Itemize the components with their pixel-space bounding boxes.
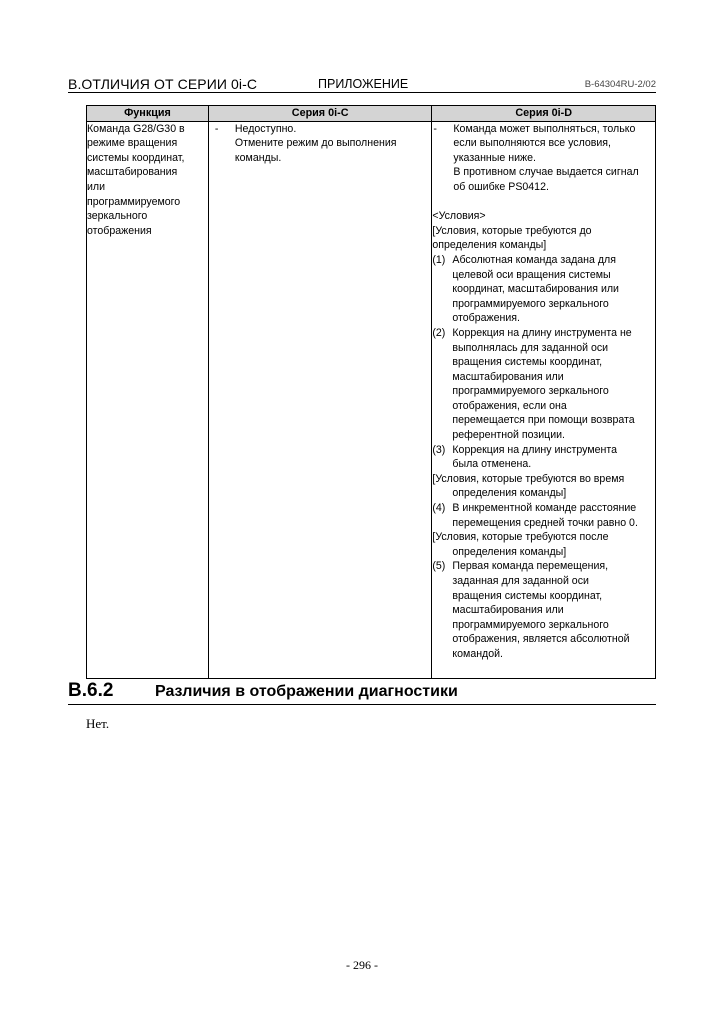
header-doc-code: B-64304RU-2/02 — [584, 79, 656, 90]
condition-line: отображения. — [452, 312, 520, 325]
series-d-intro — [432, 122, 655, 195]
col-header-series-c: Серия 0i-C — [208, 106, 432, 122]
condition-number: (5) — [432, 560, 446, 573]
conditions-during-heading: [Условия, которые требуются во время — [432, 472, 625, 485]
series-d-line: если выполняются все условия, — [453, 137, 611, 150]
function-line: режиме вращения — [87, 137, 178, 150]
function-line: программируемого — [87, 195, 181, 208]
dash-bullet: - — [214, 122, 219, 135]
series-d-line: Команда может выполняться, только — [453, 122, 636, 135]
condition-line: целевой оси вращения системы — [452, 268, 611, 281]
condition-line: Коррекция на длину инструмента не — [452, 326, 632, 339]
condition-line: координат, масштабирования или — [452, 283, 619, 296]
condition-number: (4) — [432, 502, 446, 515]
section-heading — [68, 680, 656, 705]
condition-item-3 — [432, 443, 655, 472]
condition-line: масштабирования или — [452, 370, 564, 383]
conditions-before-heading: [Условия, которые требуются до — [432, 224, 592, 237]
series-d-line: указанные ниже. — [453, 151, 536, 164]
col-header-series-d: Серия 0i-D — [432, 106, 656, 122]
section-body: Нет. — [86, 716, 110, 731]
conditions-during-heading: определения команды] — [452, 487, 567, 500]
condition-line: Абсолютная команда задана для — [452, 253, 616, 266]
condition-line: перемещается при помощи возврата — [452, 414, 635, 427]
condition-number: (3) — [432, 443, 446, 456]
condition-line: масштабирования или — [452, 604, 564, 617]
series-c-cell — [208, 121, 432, 678]
condition-item-2 — [432, 326, 655, 443]
function-line: системы координат, — [87, 151, 185, 164]
condition-line: была отменена. — [452, 458, 532, 471]
function-line: масштабирования — [87, 166, 178, 179]
dash-bullet: - — [433, 122, 437, 135]
differences-table — [86, 105, 656, 679]
section-number: B.6.2 — [68, 680, 114, 701]
condition-line: отображения, если она — [452, 399, 567, 412]
conditions-before-heading: определения команды] — [432, 239, 547, 252]
condition-item-5 — [432, 559, 655, 661]
series-c-line: Отмените режим до выполнения — [234, 137, 397, 150]
function-line: отображения — [87, 224, 152, 237]
condition-line: отображения, является абсолютной — [452, 633, 630, 646]
condition-line: В инкрементной команде расстояние — [452, 502, 637, 515]
condition-line: выполнялась для заданной оси — [452, 341, 609, 354]
col-header-function: Функция — [87, 106, 209, 122]
section-title: Различия в отображении диагностики — [155, 683, 458, 700]
page-number: - 296 - — [346, 958, 378, 972]
series-d-cell — [432, 121, 656, 678]
function-line: зеркального — [87, 210, 148, 223]
condition-line: программируемого зеркального — [452, 385, 609, 398]
series-c-note — [209, 122, 432, 166]
conditions-title: <Условия> — [432, 210, 486, 223]
condition-line: заданная для заданной оси — [452, 575, 589, 587]
table-row — [87, 121, 656, 678]
condition-number: (2) — [432, 326, 446, 339]
condition-line: командой. — [452, 647, 503, 660]
function-line: или — [87, 180, 106, 193]
function-line: Команда G28/G30 в — [87, 122, 185, 135]
conditions-after-heading: [Условия, которые требуются после — [432, 531, 609, 544]
function-cell — [87, 121, 209, 678]
series-c-line: Недоступно. — [234, 122, 297, 135]
series-c-line: команды. — [234, 151, 282, 164]
conditions-after-heading: определения команды] — [452, 545, 567, 558]
condition-line: программируемого зеркального — [452, 297, 609, 310]
condition-line: вращения системы координат, — [452, 589, 603, 602]
condition-line: референтной позиции. — [452, 429, 566, 442]
condition-line: перемещения средней точки равно 0. — [452, 516, 638, 529]
condition-item-1 — [432, 253, 655, 326]
condition-line: Первая команда перемещения, — [452, 560, 609, 573]
condition-number: (1) — [432, 253, 446, 266]
series-d-line: об ошибке PS0412. — [453, 180, 549, 193]
table-header-row — [87, 106, 656, 122]
condition-item-4 — [432, 501, 655, 530]
condition-line: вращения системы координат, — [452, 356, 603, 369]
series-d-line: В противном случае выдается сигнал — [453, 166, 639, 179]
header-chapter: B.ОТЛИЧИЯ ОТ СЕРИИ 0i-C — [68, 76, 258, 92]
condition-line: Коррекция на длину инструмента — [452, 443, 618, 456]
page-header — [68, 76, 656, 93]
header-appendix: ПРИЛОЖЕНИЕ — [318, 77, 409, 91]
condition-line: программируемого зеркального — [452, 618, 609, 631]
